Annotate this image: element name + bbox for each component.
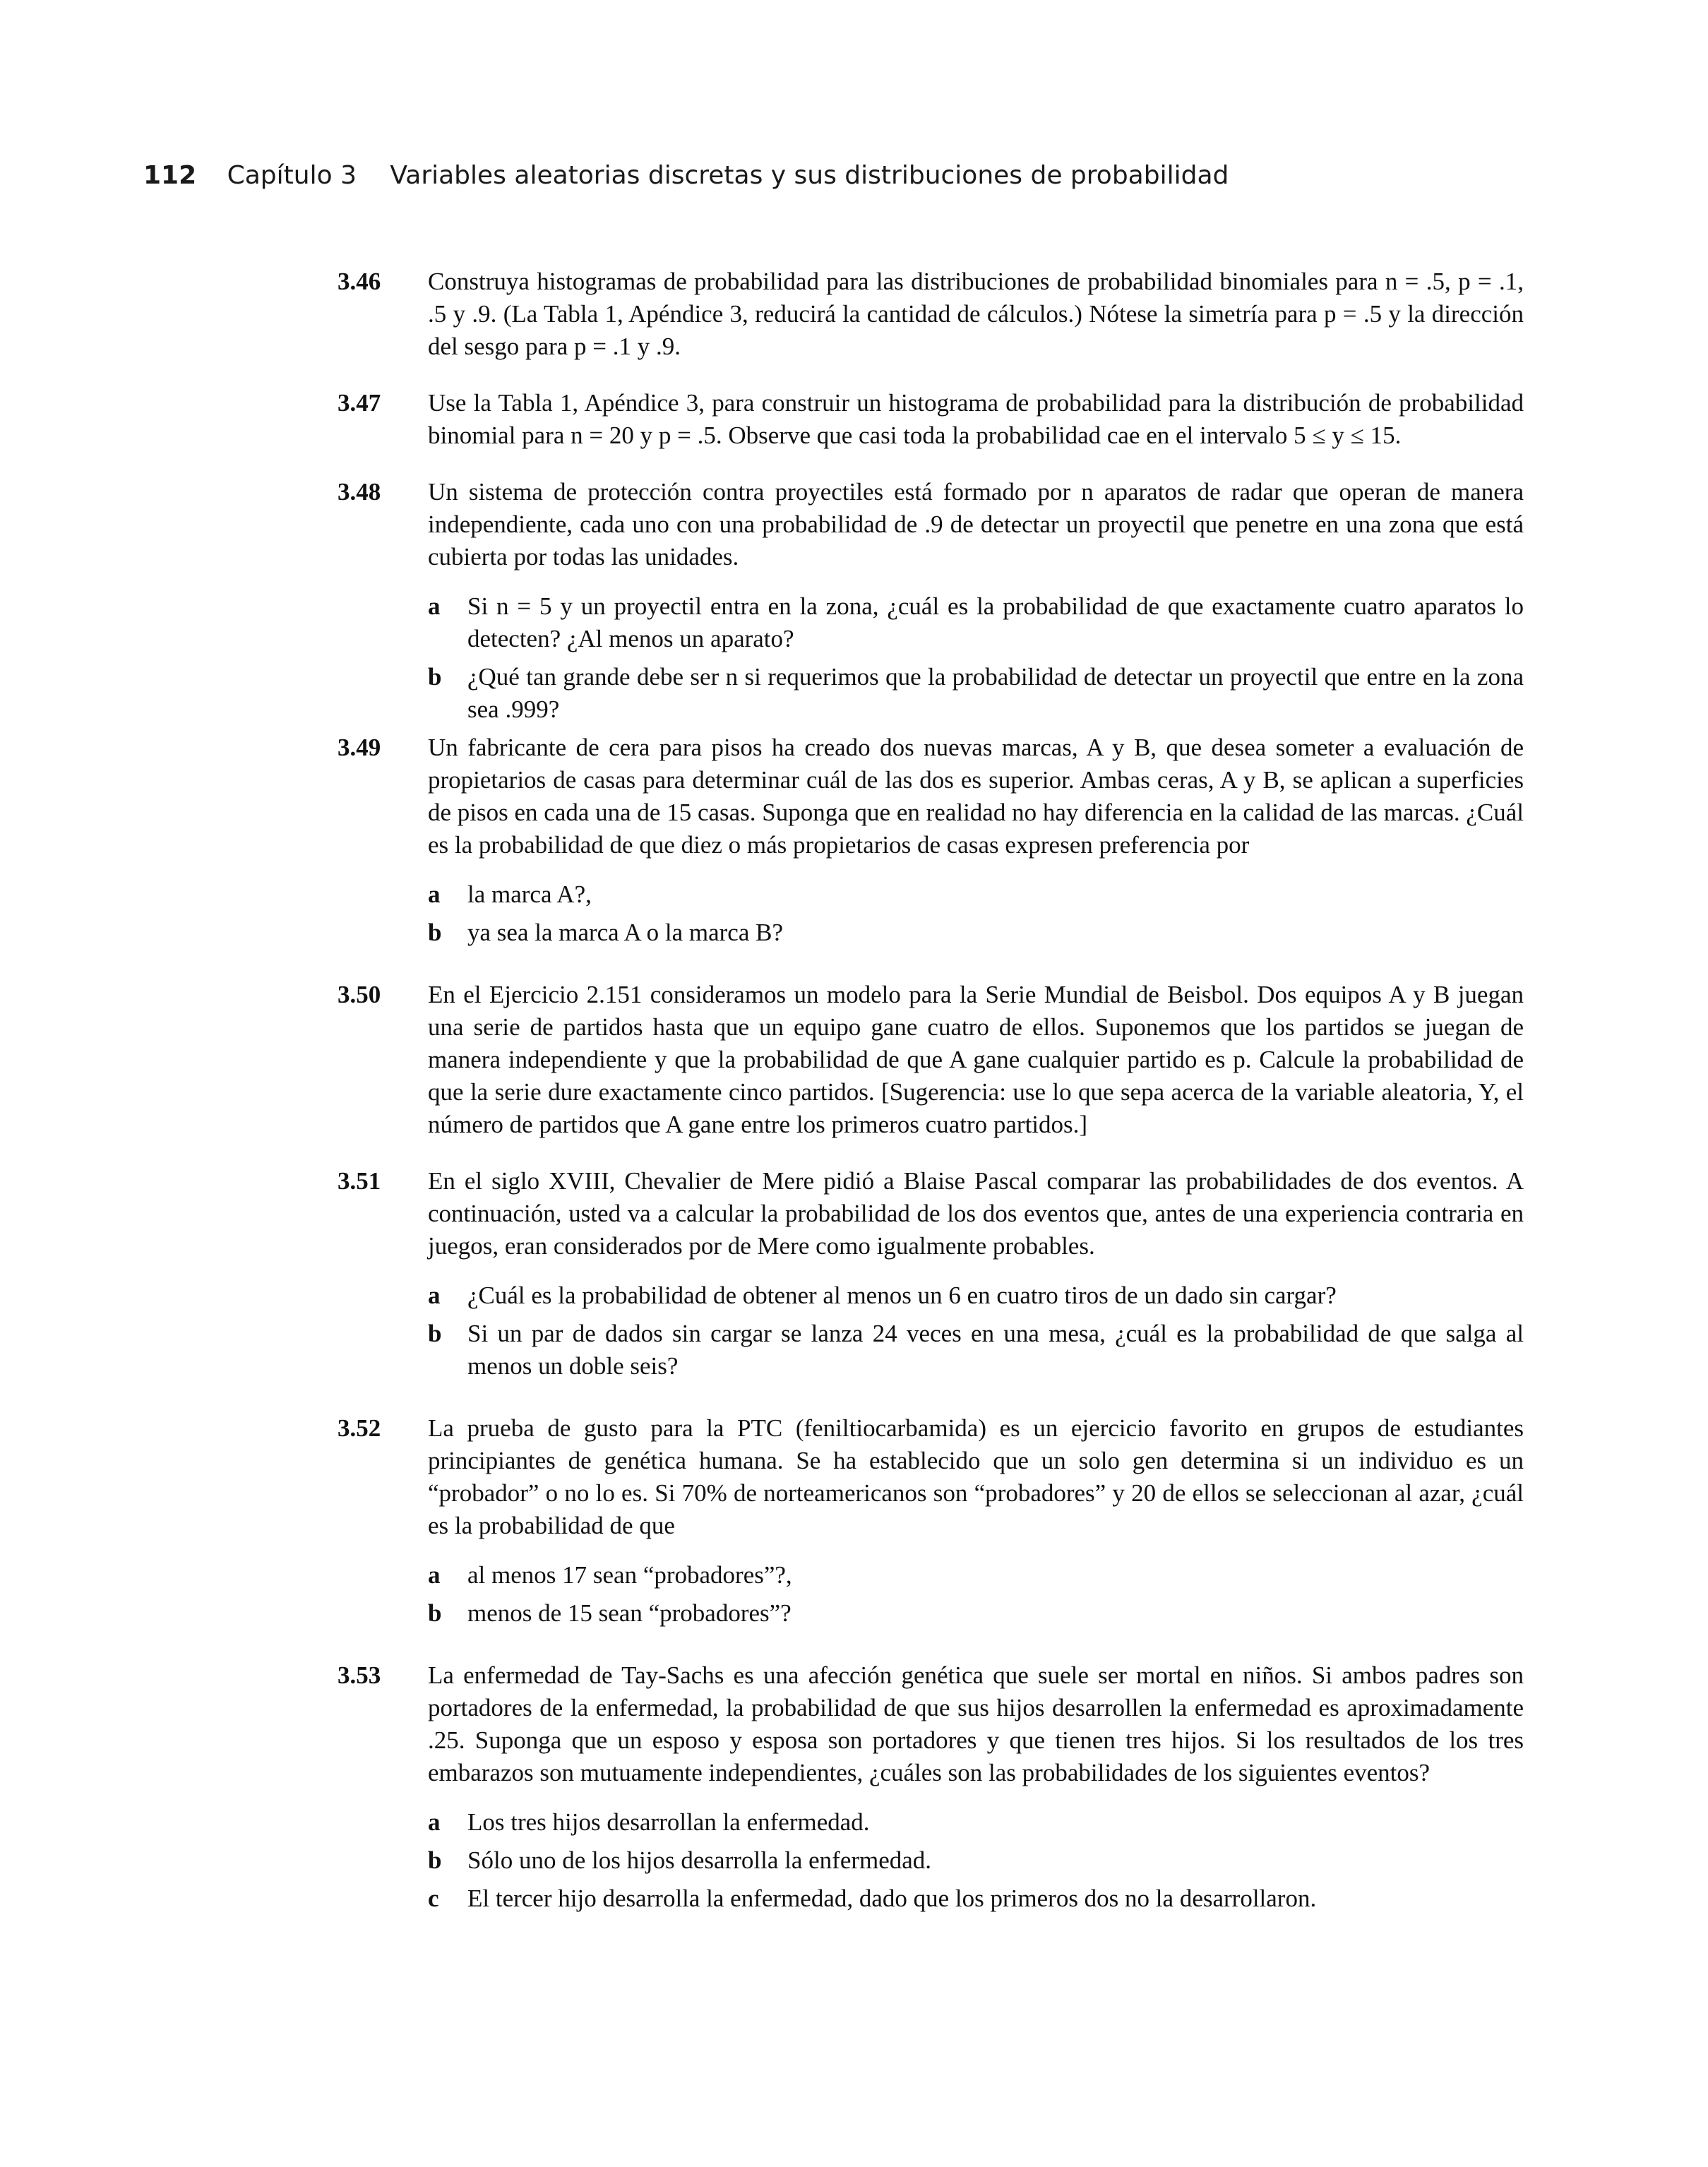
part-item	[428, 917, 1524, 949]
part-label: a	[428, 1282, 441, 1309]
part-item	[428, 1559, 1524, 1592]
exercise-text: Un fabricante de cera para pisos ha creado dos nuevas marcas, A y B, que desea someter a evaluación de propietarios de casas para determinar cuál de las dos es superior. Ambas ceras, A y B, se aplican a superficies de pisos en cada una de 15 casas. Suponga que en realidad no hay diferencia en la calidad de las marcas. ¿Cuál es la probabilidad de que diez o más propietarios de casas expresen preferencia por	[428, 734, 1524, 859]
running-header	[143, 161, 1229, 190]
part-label: a	[428, 1561, 441, 1589]
part-text: al menos 17 sean “probadores”?,	[467, 1561, 792, 1589]
part-item	[428, 1597, 1524, 1630]
exercise-text: Un sistema de protección contra proyectiles está formado por n aparatos de radar que operan de manera independiente, cada uno con una probabilidad de .9 de detectar un proyectil que penetre en una zona que está cubierta por todas las unidades.	[428, 478, 1524, 571]
exercise-3-53	[338, 1659, 1524, 1921]
part-label: c	[428, 1885, 439, 1912]
exercise-3-50	[338, 979, 1524, 1141]
exercise-number: 3.50	[338, 981, 381, 1008]
part-item	[428, 878, 1524, 911]
exercise-3-52	[338, 1412, 1524, 1635]
part-text: El tercer hijo desarrolla la enfermedad, dado que los primeros dos no la desarrollaron.	[467, 1885, 1317, 1912]
exercise-text: Use la Tabla 1, Apéndice 3, para construir un histograma de probabilidad para la distribución de probabilidad binomial para n = 20 y p = .5. Observe que casi toda la probabilidad cae en el intervalo 5 ≤ y ≤ 15.	[428, 389, 1524, 449]
exercise-number: 3.52	[338, 1414, 381, 1442]
part-label: a	[428, 592, 441, 620]
part-label: a	[428, 1808, 441, 1836]
exercise-3-47	[338, 387, 1524, 452]
exercise-3-51	[338, 1165, 1524, 1388]
page-number: 112	[143, 161, 197, 190]
part-item	[428, 1318, 1524, 1383]
exercise-number: 3.48	[338, 478, 381, 506]
part-item	[428, 1844, 1524, 1877]
part-text: la marca A?,	[467, 880, 592, 908]
exercise-text: La enfermedad de Tay-Sachs es una afección genética que suele ser mortal en niños. Si ambos padres son portadores de la enfermedad, la probabilidad de que sus hijos desarrollen la enfermedad es aproximadamente .25. Suponga que un esposo y esposa son portadores y que tienen tres hijos. Si los resultados de los tres embarazos son mutuamente independientes, ¿cuáles son las probabilidades de los siguientes eventos?	[428, 1661, 1524, 1786]
exercise-3-49	[338, 732, 1524, 955]
part-label: b	[428, 663, 442, 691]
exercise-text: En el Ejercicio 2.151 consideramos un modelo para la Serie Mundial de Beisbol. Dos equipos A y B juegan una serie de partidos hasta que un equipo gane cuatro de ellos. Suponemos que los partidos se juegan de manera independiente y que la probabilidad de que A gane cualquier partido es p. Calcule la probabilidad de que la serie dure exactamente cinco partidos. [Sugerencia: use lo que sepa acerca de la variable aleatoria, Y, el número de partidos que A gane entre los primeros cuatro partidos.]	[428, 981, 1524, 1138]
exercise-number: 3.46	[338, 268, 381, 295]
part-text: ¿Qué tan grande debe ser n si requerimos que la probabilidad de detectar un proyectil que entre en la zona sea .999?	[467, 663, 1524, 723]
exercise-3-46	[338, 265, 1524, 363]
exercise-text: Construya histogramas de probabilidad para las distribuciones de probabilidad binomiales para n = .5, p = .1, .5 y .9. (La Tabla 1, Apéndice 3, reducirá la cantidad de cálculos.) Nótese la simetría para p = .5 y la dirección del sesgo para p = .1 y .9.	[428, 268, 1524, 360]
exercise-number: 3.47	[338, 389, 381, 417]
exercise-number: 3.51	[338, 1167, 381, 1195]
part-text: Si n = 5 y un proyectil entra en la zona, ¿cuál es la probabilidad de que exactamente cuatro aparatos lo detecten? ¿Al menos un aparato?	[467, 592, 1524, 652]
part-item	[428, 1279, 1524, 1312]
exercise-text: En el siglo XVIII, Chevalier de Mere pidió a Blaise Pascal comparar las probabilidades de dos eventos. A continuación, usted va a calcular la probabilidad de los dos eventos que, antes de una experiencia contraria en juegos, eran considerados por de Mere como igualmente probables.	[428, 1167, 1524, 1260]
part-label: b	[428, 919, 442, 946]
exercise-number: 3.53	[338, 1661, 381, 1689]
part-label: a	[428, 880, 441, 908]
part-item	[428, 1882, 1524, 1915]
part-text: Los tres hijos desarrollan la enfermedad.	[467, 1808, 870, 1836]
part-label: b	[428, 1320, 442, 1347]
part-label: b	[428, 1599, 442, 1627]
part-label: b	[428, 1846, 442, 1874]
exercise-list	[338, 265, 1524, 1945]
part-text: menos de 15 sean “probadores”?	[467, 1599, 792, 1627]
part-item	[428, 590, 1524, 655]
part-text: ya sea la marca A o la marca B?	[467, 919, 784, 946]
part-text: Sólo uno de los hijos desarrolla la enfermedad.	[467, 1846, 932, 1874]
part-text: ¿Cuál es la probabilidad de obtener al menos un 6 en cuatro tiros de un dado sin cargar?	[467, 1282, 1337, 1309]
chapter-title: Variables aleatorias discretas y sus distribuciones de probabilidad	[390, 161, 1229, 190]
exercise-text: La prueba de gusto para la PTC (feniltiocarbamida) es un ejercicio favorito en grupos de estudiantes principiantes de genética humana. Se ha establecido que un solo gen determina si un individuo es un “probador” o no lo es. Si 70% de norteamericanos son “probadores” y 20 de ellos se seleccionan al azar, ¿cuál es la probabilidad de que	[428, 1414, 1524, 1539]
part-item	[428, 1806, 1524, 1839]
chapter-label: Capítulo 3	[227, 161, 357, 190]
part-text: Si un par de dados sin cargar se lanza 24 veces en una mesa, ¿cuál es la probabilidad de que salga al menos un doble seis?	[467, 1320, 1524, 1380]
exercise-3-48	[338, 476, 1524, 732]
exercise-number: 3.49	[338, 734, 381, 761]
part-item	[428, 661, 1524, 726]
